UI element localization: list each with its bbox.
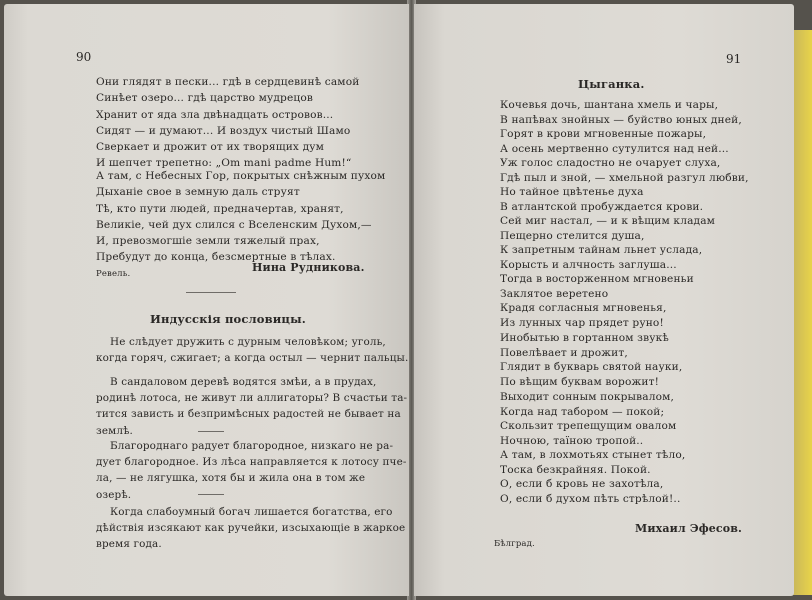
poem-line: Скользит трепещущим овалом xyxy=(500,420,677,433)
right-page xyxy=(414,4,794,596)
poem-line: Тогда в восторженном мгновеньи xyxy=(500,273,694,285)
poem-line: Великіе, чей дух слился с Вселенским Духом,— xyxy=(96,218,372,231)
divider xyxy=(198,494,224,495)
proverb-line: озерѣ. xyxy=(96,488,132,501)
proverb-line: ла, — не лягушка, хотя бы и жила она в том же xyxy=(96,472,366,485)
author-signature: Нина Рудникова. xyxy=(252,261,365,274)
poem-stanza xyxy=(500,331,682,389)
proverb-line: дует благородное. Из лѣса направляется к лотосу пче- xyxy=(96,456,407,469)
proverb-line: Когда слабоумный богач лишается богатства, его xyxy=(110,506,393,518)
poem-line: Пещерно стелится душа, xyxy=(500,229,645,242)
poem-title: Цыганка. xyxy=(578,77,645,91)
poem-line: Заклятое веретено xyxy=(500,287,609,300)
proverb xyxy=(96,334,408,366)
poem-line: Глядит в букварь святой науки, xyxy=(500,361,683,374)
poem-line: Повелѣвает и дрожит, xyxy=(500,346,628,359)
poem-line: Из лунных чар прядет руно! xyxy=(500,316,664,329)
poem-line: Они глядят в пески... гдѣ в сердцевинѣ самой xyxy=(96,76,360,88)
poem-line: Крадя согласныя мгновенья, xyxy=(500,302,667,315)
poem-line: Уж голос сладостно не очарует слуха, xyxy=(500,157,721,169)
poem-line: Ночною, таїною тропой.. xyxy=(500,434,644,447)
proverb-line: время года. xyxy=(96,538,162,551)
proverb-line: родинѣ лотоса, не живут ли аллигаторы? В счастьи та- xyxy=(96,392,408,405)
poem-line: А там, с Небесных Гор, покрытых снѣжным пухом xyxy=(96,170,386,182)
poem-line: О, если б кровь не захотѣла, xyxy=(500,478,664,491)
poem-line: Когда над табором — покой; xyxy=(500,405,665,418)
divider xyxy=(198,431,224,432)
proverb xyxy=(96,374,407,439)
divider xyxy=(186,292,236,293)
poem-line: А осень мертвенно сутулится над ней... xyxy=(500,142,729,155)
poem-line: В напѣвах знойных — буйство юных дней, xyxy=(500,113,742,126)
proverb-line: тится зависть и безпримѣсных радостей не бывает на xyxy=(96,408,401,421)
author-signature: Михаил Эфесов. xyxy=(635,522,743,535)
poem-line: В атлантской пробуждается крови. xyxy=(500,200,704,213)
poem-line: И шепчет трепетно: „Om mani padme Hum!“ xyxy=(96,157,352,170)
poem-stanza xyxy=(500,98,742,156)
poem-line: Горят в крови мгновенные пожары, xyxy=(500,128,707,141)
left-page xyxy=(4,4,409,596)
page-number: 90 xyxy=(76,50,92,64)
poem-line: А там, в лохмотьях стынет тѣло, xyxy=(500,449,686,461)
proverb xyxy=(96,504,405,553)
proverb-line: землѣ. xyxy=(96,424,133,437)
poem-line: Гдѣ пыл и зной, — хмельной разгул любви, xyxy=(500,171,749,184)
poem-line: Сей миг настал, — и к вѣщим кладам xyxy=(500,215,716,227)
poem-line: Инобытью в гортанном звукѣ xyxy=(500,332,669,344)
section-title: Индусскія пословицы. xyxy=(150,312,306,326)
poem-line: К запретным тайнам льнет услада, xyxy=(500,244,703,257)
poem-line: Но тайное цвѣтенье духа xyxy=(500,186,644,199)
poem-stanza xyxy=(500,272,694,330)
poem-line: И, превозмогшіе земли тяжелый прах, xyxy=(96,235,320,248)
poem-line: Синѣет озеро... гдѣ царство мудрецов xyxy=(96,92,314,105)
poem-line: Выходит сонным покрывалом, xyxy=(500,391,675,403)
proverb-line: дѣйствія изсякают как ручейки, изсыхающіе в жаркое xyxy=(96,522,406,535)
poem-stanza xyxy=(500,390,676,448)
poem-line: Сверкает и дрожит от их творящих дум xyxy=(96,141,325,154)
poem-stanza xyxy=(96,168,385,266)
page-edge xyxy=(793,30,812,595)
poem-line: Сидят — и думают... И воздух чистый Шамо xyxy=(96,124,351,137)
proverb-line: когда горяч, сжигает; а когда остыл — чернит пальцы. xyxy=(96,352,409,365)
poem-line: Тѣ, кто пути людей, предначертав, хранят, xyxy=(96,202,344,215)
poem-stanza xyxy=(96,74,359,172)
poem-line: Кочевья дочь, шантана хмель и чары, xyxy=(500,99,719,111)
poem-line: Корысть и алчность заглуша... xyxy=(500,258,677,271)
proverb-line: В сандаловом деревѣ водятся змѣи, а в прудах, xyxy=(110,376,377,388)
poem-line: По вѣщим буквам ворожит! xyxy=(500,375,659,388)
poem-line: Дыханіе свое в земную даль струят xyxy=(96,186,300,199)
poem-line: О, если б духом пѣть стрѣлой!.. xyxy=(500,492,681,505)
place-note: Ревель. xyxy=(96,269,131,279)
poem-stanza xyxy=(500,156,749,214)
poem-stanza xyxy=(500,448,685,506)
proverb xyxy=(96,438,407,503)
poem-line: Пребудут до конца, безсмертные в тѣлах. xyxy=(96,251,336,264)
proverb-line: Не слѣдует дружить с дурным человѣком; уголь, xyxy=(110,336,386,348)
poem-line: Тоска безкрайняя. Покой. xyxy=(500,463,651,476)
poem-line: Хранит от яда зла двѣнадцать островов... xyxy=(96,108,334,121)
page-number: 91 xyxy=(726,52,742,66)
poem-stanza xyxy=(500,214,715,272)
proverb-line: Благороднаго радует благородное, низкаго не ра- xyxy=(110,440,394,452)
place-note: Бѣлград. xyxy=(494,539,535,549)
